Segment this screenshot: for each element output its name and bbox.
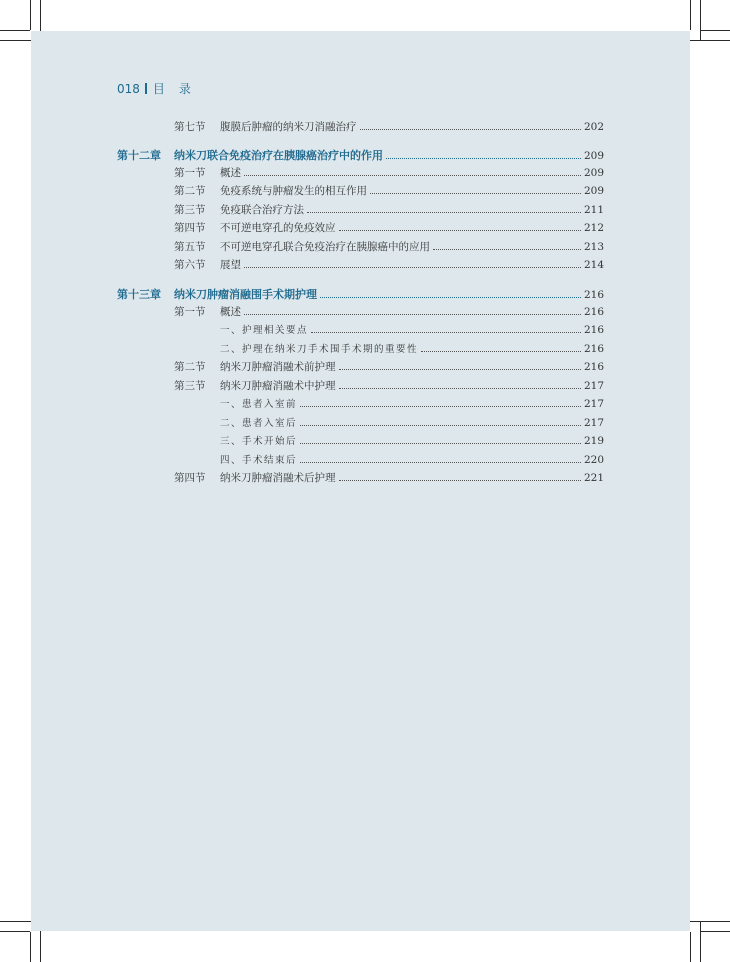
toc-entry-title: 不可逆电穿孔联合免疫治疗在胰腺癌中的应用: [220, 241, 430, 253]
toc-entry-title: 免疫联合治疗方法: [220, 204, 304, 216]
toc-entry-title: 概述: [220, 306, 241, 318]
toc-entry-title: 纳米刀肿瘤消融术中护理: [220, 380, 336, 392]
toc-subsection-entry[interactable]: [117, 341, 604, 357]
toc-section-entry[interactable]: [117, 165, 604, 181]
dot-leader: [339, 472, 581, 481]
toc-chapter-entry[interactable]: [117, 147, 604, 163]
toc-chapter-entry[interactable]: [117, 286, 604, 302]
toc-entry-page-number: 216: [583, 324, 604, 336]
dot-leader: [300, 398, 581, 407]
toc-subsection-entry[interactable]: [117, 433, 604, 449]
toc-entry-label: 第五节: [174, 241, 206, 253]
toc-entry-page-number: 219: [583, 435, 604, 447]
toc-entry-title: 概述: [220, 167, 241, 179]
crop-mark: [690, 0, 691, 30]
toc-entry-page-number: 202: [583, 121, 604, 133]
toc-entry-page-number: 217: [583, 398, 604, 410]
toc-entry-page-number: 209: [583, 150, 604, 162]
crop-mark: [700, 922, 701, 962]
toc-entry-page-number: 212: [583, 222, 604, 234]
crop-mark: [690, 40, 730, 41]
toc-entry-page-number: 213: [583, 241, 604, 253]
dot-leader: [339, 222, 581, 231]
toc-entry-title: 四、手术结束后: [220, 455, 298, 466]
toc-entry-label: 第一节: [174, 167, 206, 179]
toc-entry-label: 第四节: [174, 222, 206, 234]
running-header: [117, 80, 205, 96]
toc-section-entry[interactable]: [117, 183, 604, 199]
dot-leader: [300, 417, 581, 426]
toc-section-entry[interactable]: [117, 239, 604, 255]
toc-entry-title: 不可逆电穿孔的免疫效应: [220, 222, 336, 234]
dot-leader: [320, 289, 581, 298]
dot-leader: [360, 121, 581, 130]
toc-section-entry[interactable]: [117, 202, 604, 218]
crop-mark: [700, 931, 730, 932]
toc-entry-page-number: 217: [583, 417, 604, 429]
dot-leader: [311, 324, 581, 333]
toc-entry-label: 第六节: [174, 259, 206, 271]
toc-section-entry[interactable]: [117, 470, 604, 486]
crop-mark: [690, 921, 730, 922]
toc-entry-page-number: 216: [583, 289, 604, 301]
toc-entry-title: 一、护理相关要点: [220, 325, 309, 336]
toc-subsection-entry[interactable]: [117, 452, 604, 468]
toc-entry-page-number: 217: [583, 380, 604, 392]
header-title: 目录: [152, 82, 205, 96]
toc-entry-label: 第二节: [174, 361, 206, 373]
toc-entry-label: 第三节: [174, 204, 206, 216]
dot-leader: [244, 259, 581, 268]
toc-entry-title: 免疫系统与肿瘤发生的相互作用: [220, 185, 367, 197]
toc-entry-label: 第一节: [174, 306, 206, 318]
toc-entry-title: 腹膜后肿瘤的纳米刀消融治疗: [220, 121, 357, 133]
toc-entry-page-number: 209: [583, 167, 604, 179]
toc-section-entry[interactable]: [117, 359, 604, 375]
dot-leader: [300, 454, 581, 463]
dot-leader: [339, 361, 581, 370]
dot-leader: [433, 241, 581, 250]
toc-entry-label: 第三节: [174, 380, 206, 392]
toc-subsection-entry[interactable]: [117, 322, 604, 338]
toc-entry-page-number: 214: [583, 259, 604, 271]
toc-entry-title: 一、患者入室前: [220, 399, 298, 410]
toc-entry-title: 纳米刀肿瘤消融术后护理: [220, 472, 336, 484]
dot-leader: [300, 435, 581, 444]
header-divider: [145, 83, 147, 94]
toc-entry-page-number: 216: [583, 361, 604, 373]
toc-entry-label: 第二节: [174, 185, 206, 197]
toc-entry-page-number: 209: [583, 185, 604, 197]
crop-mark: [700, 30, 730, 31]
toc-entry-page-number: 216: [583, 343, 604, 355]
toc-entry-title: 三、手术开始后: [220, 436, 298, 447]
toc-entry-label: 第十二章: [117, 149, 161, 162]
toc-section-entry[interactable]: [117, 257, 604, 273]
crop-mark: [0, 931, 30, 932]
toc-entry-page-number: 216: [583, 306, 604, 318]
toc-entry-label: 第四节: [174, 472, 206, 484]
toc-entry-label: 第十三章: [117, 288, 161, 301]
toc-entry-page-number: 220: [583, 454, 604, 466]
toc-subsection-entry[interactable]: [117, 396, 604, 412]
toc-section-entry[interactable]: [117, 119, 604, 135]
toc-entry-title: 二、护理在纳米刀手术围手术期的重要性: [220, 344, 419, 355]
dot-leader: [421, 343, 581, 352]
dot-leader: [244, 167, 581, 176]
crop-mark: [690, 932, 691, 962]
toc-entry-title: 纳米刀肿瘤消融围手术期护理: [174, 288, 317, 301]
toc-entry-title: 二、患者入室后: [220, 418, 298, 429]
toc-section-entry[interactable]: [117, 304, 604, 320]
header-page-number: 018: [117, 82, 140, 96]
toc-entry-page-number: 221: [583, 472, 604, 484]
toc-entry-title: 纳米刀肿瘤消融术前护理: [220, 361, 336, 373]
crop-mark: [30, 932, 31, 962]
toc-entry-label: 第七节: [174, 121, 206, 133]
toc-entry-page-number: 211: [583, 204, 604, 216]
dot-leader: [370, 185, 581, 194]
crop-mark: [30, 0, 31, 30]
toc-entry-title: 展望: [220, 259, 241, 271]
dot-leader: [386, 150, 581, 159]
toc-subsection-entry[interactable]: [117, 415, 604, 431]
dot-leader: [339, 380, 581, 389]
dot-leader: [244, 306, 581, 315]
dot-leader: [307, 204, 581, 213]
crop-mark: [0, 30, 30, 31]
toc-entry-title: 纳米刀联合免疫治疗在胰腺癌治疗中的作用: [174, 149, 383, 162]
toc-section-entry[interactable]: [117, 378, 604, 394]
crop-mark: [700, 0, 701, 40]
toc-section-entry[interactable]: [117, 220, 604, 236]
